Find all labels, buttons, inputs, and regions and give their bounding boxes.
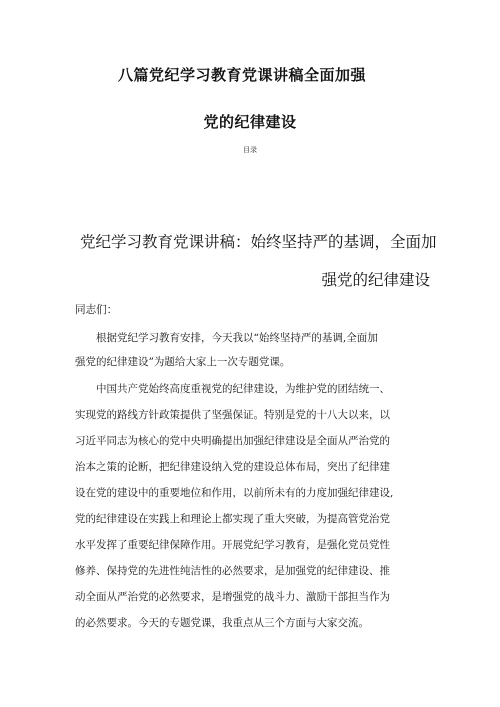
section-heading-line-1: 党纪学习教育党课讲稿：始终坚持严的基调，全面加 bbox=[80, 233, 437, 251]
paragraph-2-line: 治本之策的论断，把纪律建设纳入党的建设总体布局，突出了纪律建 bbox=[75, 461, 390, 473]
paragraph-2-line: 水平发挥了重要纪律保障作用。开展党纪学习教育，是强化党员党性 bbox=[75, 539, 390, 551]
salutation: 同志们： bbox=[75, 304, 118, 316]
document-title-line-2: 党的纪律建设 bbox=[203, 113, 297, 131]
paragraph-1-line: 强党的纪律建设”为题给大家上一次专题党课。 bbox=[75, 356, 291, 368]
paragraph-2-line: 实现党的路线方针政策提供了坚强保证。特别是党的十八大以来，以 bbox=[75, 409, 390, 421]
paragraph-1-line: 根据党纪学习教育安排，今天我以“始终坚持严的基调,全面加 bbox=[96, 332, 378, 344]
toc-label[interactable]: 目录 bbox=[243, 146, 257, 154]
paragraph-2-line: 设在党的建设中的重要地位和作用，以前所未有的力度加强纪律建设, bbox=[75, 487, 394, 499]
paragraph-2-line: 习近平同志为核心的党中央明确提出加强纪律建设是全面从严治党的 bbox=[75, 435, 390, 447]
paragraph-2-line: 的必然要求。今天的专题党课，我重点从三个方面与大家交流。 bbox=[75, 617, 369, 629]
paragraph-2-line: 修养、保持党的先进性纯洁性的必然要求，是加强党的纪律建设、推 bbox=[75, 565, 390, 577]
paragraph-2-line: 党的纪律建设在实践上和理论上都实现了重大突破，为提高管党治党 bbox=[75, 513, 390, 525]
section-heading-line-2: 强党的纪律建设 bbox=[321, 271, 430, 289]
document-title-line-1: 八篇党纪学习教育党课讲稿全面加强 bbox=[117, 66, 366, 84]
paragraph-2-line: 中国共产党始终高度重视党的纪律建设，为维护党的团结统一、 bbox=[96, 383, 390, 395]
paragraph-2-line: 动全面从严治党的必然要求，是增强党的战斗力、激励干部担当作为 bbox=[75, 591, 390, 603]
